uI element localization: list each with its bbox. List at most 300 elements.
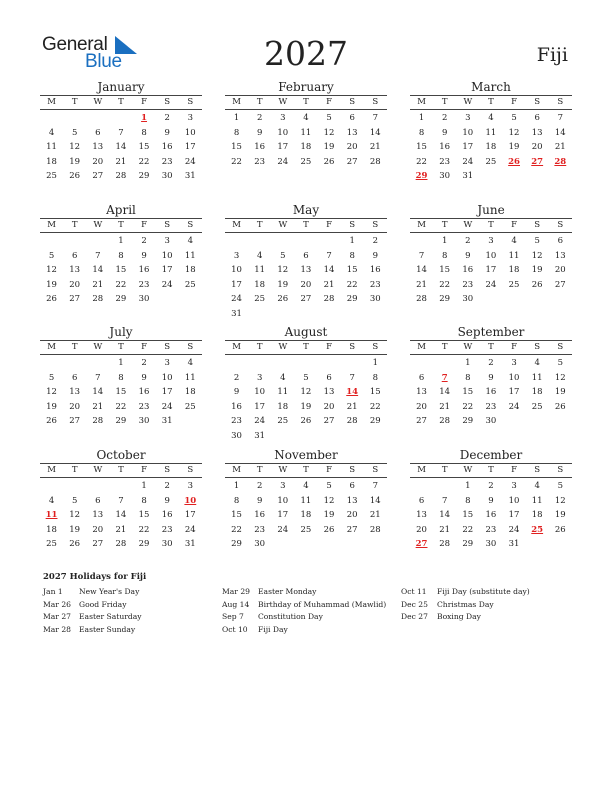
day-cell: 19 [508,142,520,153]
day-cell: 8 [418,127,425,138]
day-cell: 27 [92,171,104,182]
day-cell: 11 [508,250,520,261]
weekday-label: W [463,97,473,107]
day-cell: 10 [161,250,173,261]
day-cell: 13 [92,142,104,153]
weekday-label: T [441,97,448,107]
day-cell: 4 [534,358,540,368]
day-cell: 20 [69,401,81,412]
day-cell: 14 [323,265,335,276]
day-cell: 22 [115,401,127,412]
day-cell: 28 [369,156,381,167]
day-cell: 12 [277,265,289,276]
month-november [225,447,387,552]
country-name: Fiji [536,44,568,66]
day-cell: 28 [92,416,104,427]
day-cell: 17 [161,265,173,276]
weekday-label: F [511,220,518,230]
day-cell: 22 [416,156,427,167]
holiday-item [43,624,142,637]
day-cell: 28 [92,294,104,305]
day-cell: 17 [231,279,242,290]
empty-day-cell [248,234,271,249]
weekday-label: W [463,465,473,475]
day-cell: 20 [69,279,81,290]
weekday-label: S [534,97,541,107]
holiday-name: Boxing Day [437,612,481,622]
day-cell: 20 [323,401,335,412]
weekday-label: S [372,465,379,475]
day-cell: 7 [95,372,101,383]
day-cell: 9 [141,372,147,383]
weekday-label: M [417,220,426,230]
day-cell: 8 [441,250,448,261]
day-cell: 14 [554,127,566,138]
day-cell: 27 [346,524,358,535]
holiday-item [222,611,386,624]
day-cell: 16 [254,510,266,521]
day-cell: 18 [46,524,57,535]
day-cell: 6 [349,113,355,123]
holiday-item [43,611,142,624]
day-cell: 30 [485,416,497,427]
holiday-date: Mar 26 [43,599,72,609]
weekday-label: T [118,97,124,107]
day-cell: 5 [280,250,286,261]
day-cell: 31 [184,539,196,550]
day-cell: 25 [300,156,312,167]
empty-day-cell [410,234,433,249]
day-cell: 6 [303,250,309,261]
day-cell: 30 [161,171,173,182]
day-cell: 29 [346,294,358,305]
day-cell: 18 [531,510,543,521]
day-cell: 26 [46,416,57,427]
empty-day-cell [63,356,86,371]
day-cell: 15 [462,387,474,398]
day-cell: 19 [323,142,335,153]
day-cell: 19 [554,510,566,521]
month-name: May [292,203,320,217]
weekday-header [40,95,202,110]
weekday-label: T [488,342,494,352]
holiday-name: Christmas Day [437,599,494,609]
day-cell: 18 [254,279,266,290]
day-cell: 22 [231,524,242,535]
day-cell: 25 [184,279,196,290]
day-cell: 27 [92,539,104,550]
day-cell: 21 [439,524,451,535]
day-cell: 28 [439,416,451,427]
day-cell: 24 [508,401,520,412]
day-grid [225,479,387,552]
day-cell: 19 [69,156,81,167]
empty-day-cell [40,234,63,249]
day-cell: 9 [488,495,494,506]
day-cell: 25 [508,279,520,290]
day-cell: 22 [115,279,127,290]
day-cell: 1 [465,358,471,368]
day-cell: 28 [369,524,381,535]
day-cell: 13 [416,510,427,521]
day-cell: 21 [92,401,104,412]
day-cell: 8 [372,372,379,383]
day-cell: 7 [95,250,101,261]
weekday-label: F [141,97,148,107]
month-october [40,447,202,552]
day-cell: 23 [161,524,173,535]
day-cell: 31 [184,171,196,182]
day-cell: 2 [164,481,170,491]
day-cell: 23 [369,279,381,290]
day-cell: 16 [439,142,451,153]
day-cell: 2 [141,358,147,368]
day-cell: 15 [115,387,127,398]
day-cell: 9 [233,387,240,398]
day-cell: 28 [439,539,451,550]
empty-day-cell [271,234,294,249]
day-cell: 22 [231,156,242,167]
day-cell: 14 [369,495,381,506]
holiday-name: Fiji Day (substitute day) [437,587,530,596]
day-cell: 31 [462,171,474,182]
holiday-item [222,599,386,612]
day-cell: 24 [161,401,173,412]
day-cell: 10 [254,387,266,398]
day-cell: 12 [323,127,335,138]
day-cell: 10 [231,265,242,276]
day-cell: 20 [346,510,358,521]
weekday-label: T [303,342,309,352]
weekday-label: M [417,97,426,107]
day-cell: 3 [164,236,170,246]
day-cell: 10 [184,127,196,138]
holiday-day-cell: 26 [508,156,520,167]
day-cell: 4 [256,250,263,261]
day-cell: 16 [485,387,497,398]
day-cell: 4 [534,481,540,491]
day-cell: 19 [46,401,57,412]
holiday-item [43,586,142,599]
day-cell: 15 [231,510,242,521]
weekday-label: W [278,97,288,107]
day-grid [225,356,387,444]
day-cell: 2 [141,236,147,246]
empty-day-cell [341,356,364,371]
holiday-item [222,624,386,637]
day-cell: 3 [511,481,517,491]
empty-day-cell [225,234,248,249]
day-cell: 1 [349,236,355,246]
day-cell: 7 [372,113,379,123]
year-title: 2027 [264,34,348,73]
day-cell: 16 [138,265,150,276]
weekday-label: T [256,465,263,475]
day-cell: 14 [439,387,451,398]
month-name: October [96,448,146,462]
weekday-label: F [326,220,333,230]
day-grid [40,234,202,307]
holiday-day-cell: 25 [531,524,544,535]
day-grid [410,479,572,552]
day-cell: 18 [300,510,312,521]
empty-day-cell [86,356,109,371]
weekday-label: T [303,465,309,475]
weekday-label: W [93,97,103,107]
day-cell: 21 [439,401,451,412]
weekday-label: S [349,342,356,352]
holiday-item [401,586,530,599]
empty-day-cell [40,356,63,371]
day-cell: 3 [280,113,286,123]
weekday-label: S [349,465,356,475]
weekday-label: S [372,342,379,352]
day-cell: 27 [416,416,427,427]
day-cell: 5 [326,481,332,491]
day-cell: 26 [277,294,289,305]
day-cell: 7 [557,113,564,123]
day-cell: 17 [184,510,196,521]
month-march [410,79,572,184]
weekday-label: T [303,220,309,230]
day-cell: 20 [92,524,104,535]
day-cell: 24 [184,524,196,535]
weekday-label: W [463,342,473,352]
day-cell: 10 [161,372,173,383]
day-cell: 18 [485,142,497,153]
day-cell: 26 [46,294,57,305]
day-cell: 9 [256,495,263,506]
day-cell: 3 [187,481,194,491]
day-grid [40,479,202,552]
day-cell: 23 [231,416,242,427]
empty-day-cell [86,479,109,494]
day-cell: 17 [485,265,497,276]
day-cell: 13 [531,127,543,138]
weekday-label: T [441,220,448,230]
day-cell: 14 [92,387,104,398]
month-name: December [459,448,523,462]
day-cell: 19 [46,279,57,290]
day-cell: 24 [161,279,173,290]
weekday-label: S [187,97,194,107]
day-cell: 15 [439,265,451,276]
day-cell: 28 [416,294,427,305]
day-cell: 26 [554,401,566,412]
day-cell: 21 [554,142,566,153]
day-cell: 5 [48,372,55,383]
day-cell: 17 [508,510,520,521]
day-cell: 7 [372,481,379,491]
day-cell: 5 [557,358,564,368]
weekday-label: T [303,97,309,107]
weekday-label: T [256,342,263,352]
day-cell: 18 [508,265,520,276]
holiday-day-cell: 1 [141,113,148,123]
day-cell: 27 [323,416,335,427]
day-cell: 15 [138,510,150,521]
day-cell: 9 [465,250,471,261]
day-cell: 3 [465,113,471,123]
day-cell: 21 [346,401,358,412]
weekday-label: S [557,465,564,475]
day-cell: 29 [138,171,150,182]
day-cell: 8 [141,495,147,506]
day-cell: 9 [164,495,170,506]
day-cell: 14 [416,265,427,276]
day-cell: 16 [161,510,173,521]
empty-day-cell [86,234,109,249]
day-cell: 3 [280,481,286,491]
day-cell: 4 [187,358,194,368]
holiday-day-cell: 27 [415,539,428,550]
holiday-day-cell: 14 [346,387,359,398]
day-cell: 22 [439,279,451,290]
day-cell: 3 [256,372,263,383]
empty-day-cell [410,479,433,494]
day-cell: 9 [441,127,448,138]
day-cell: 8 [141,127,147,138]
weekday-header [40,340,202,355]
weekday-label: T [441,342,448,352]
weekday-header [225,463,387,478]
day-cell: 20 [554,265,566,276]
holiday-day-cell: 10 [184,495,197,506]
day-cell: 13 [346,127,358,138]
day-cell: 29 [462,539,474,550]
weekday-header [40,218,202,233]
day-cell: 18 [184,265,196,276]
month-december [410,447,572,552]
day-cell: 13 [416,387,427,398]
day-cell: 18 [46,156,57,167]
day-cell: 17 [277,142,289,153]
month-august [225,324,387,444]
weekday-label: T [71,342,78,352]
day-cell: 7 [418,250,425,261]
day-cell: 18 [277,401,289,412]
day-grid [410,234,572,307]
weekday-header [225,340,387,355]
day-cell: 5 [71,127,78,138]
day-cell: 8 [118,250,124,261]
day-cell: 24 [184,156,196,167]
holiday-column [43,586,142,636]
weekday-header [410,463,572,478]
day-cell: 21 [115,156,127,167]
day-cell: 1 [441,236,448,246]
weekday-label: F [511,465,518,475]
day-cell: 6 [95,495,101,506]
day-cell: 4 [187,236,194,246]
day-cell: 25 [277,416,289,427]
day-cell: 24 [485,279,497,290]
day-cell: 22 [462,524,474,535]
day-cell: 27 [69,416,81,427]
day-cell: 11 [531,372,543,383]
day-cell: 4 [48,127,55,138]
day-cell: 29 [439,294,451,305]
day-cell: 5 [557,481,564,491]
month-name: November [274,448,338,462]
day-cell: 23 [161,156,173,167]
weekday-label: M [232,342,241,352]
day-cell: 5 [534,236,540,246]
day-cell: 31 [161,416,173,427]
day-cell: 3 [187,113,194,123]
weekday-label: T [488,465,494,475]
weekday-label: F [141,465,148,475]
day-cell: 12 [554,495,566,506]
weekday-label: S [187,220,194,230]
day-cell: 31 [508,539,520,550]
day-cell: 15 [416,142,427,153]
day-cell: 31 [254,430,266,441]
day-cell: 15 [115,265,127,276]
empty-day-cell [109,111,132,126]
weekday-header [225,95,387,110]
day-grid [40,356,202,429]
day-cell: 23 [485,401,497,412]
holiday-day-cell: 29 [415,171,428,182]
weekday-label: W [93,342,103,352]
weekday-label: W [278,342,288,352]
empty-day-cell [294,234,317,249]
day-grid [225,111,387,169]
weekday-label: T [118,342,124,352]
day-cell: 22 [369,401,381,412]
holiday-name: Fiji Day [258,624,288,634]
holiday-date: Oct 11 [401,587,427,596]
weekday-label: W [278,465,288,475]
day-cell: 18 [531,387,543,398]
day-cell: 8 [118,372,124,383]
weekday-label: M [232,97,241,107]
day-cell: 1 [141,481,147,491]
day-cell: 23 [485,524,497,535]
day-cell: 2 [164,113,170,123]
day-cell: 10 [462,127,474,138]
day-cell: 20 [416,524,427,535]
day-cell: 6 [349,481,355,491]
weekday-label: T [71,220,78,230]
day-cell: 30 [462,294,474,305]
day-cell: 23 [254,156,266,167]
day-cell: 30 [231,430,242,441]
day-cell: 17 [508,387,520,398]
day-cell: 21 [369,510,381,521]
day-cell: 13 [554,250,566,261]
day-grid [40,111,202,184]
holiday-name: Good Friday [79,599,127,609]
day-cell: 2 [372,236,379,246]
weekday-label: F [326,465,333,475]
month-name: September [457,325,525,339]
empty-day-cell [109,479,132,494]
holiday-name: Easter Sunday [79,624,136,634]
weekday-label: S [534,220,541,230]
day-cell: 2 [256,481,263,491]
day-cell: 12 [531,250,543,261]
day-cell: 21 [92,279,104,290]
day-cell: 28 [323,294,335,305]
day-cell: 6 [534,113,540,123]
day-cell: 8 [349,250,355,261]
month-name: January [97,80,145,94]
day-cell: 29 [462,416,474,427]
weekday-label: W [93,465,103,475]
day-cell: 7 [349,372,355,383]
